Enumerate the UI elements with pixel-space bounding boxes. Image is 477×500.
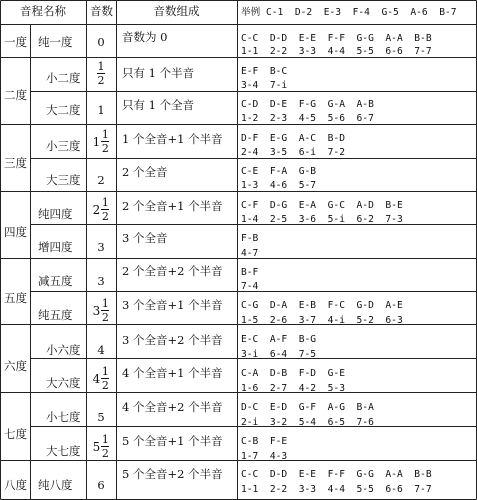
fraction-denominator: 2: [101, 210, 109, 223]
interval-composition: 5 个全音+2 个半音: [122, 467, 223, 481]
interval-name: 纯八度: [38, 478, 73, 492]
example-letters: C-E F-A G-B: [241, 166, 317, 177]
example-numbers: 1-3 4-6 5-7: [241, 180, 317, 191]
semitone-count: 6: [97, 478, 105, 492]
interval-composition: 2 个全音: [122, 165, 168, 179]
semitone-count: 2: [97, 173, 105, 187]
whole-number: 3: [92, 303, 101, 318]
semitone-count: 3: [97, 274, 105, 288]
example-numbers: 7-4: [241, 281, 259, 292]
fraction-denominator: 2: [101, 142, 109, 155]
fraction-denominator: 2: [97, 74, 105, 87]
header-interval-name: 音程名称: [20, 4, 66, 18]
fraction-numerator: 1: [101, 365, 109, 378]
interval-composition: 3 个全音+2 个半音: [122, 333, 223, 347]
fraction-numerator: 1: [101, 196, 109, 209]
group-octave: 八度: [4, 478, 27, 492]
example-letters: D-C E-D G-F A-G B-A: [241, 402, 374, 413]
interval-name: 纯一度: [38, 35, 73, 49]
interval-composition: 5 个全音+1 个半音: [122, 434, 223, 448]
interval-composition: 3 个全音+1 个半音: [122, 298, 223, 312]
example-letters: C-D D-E F-G G-A A-B: [241, 99, 374, 110]
interval-name: 纯五度: [38, 308, 73, 322]
example-numbers: 1-2 2-3 4-5 5-6 6-7: [241, 113, 374, 124]
semitone-count: 5: [97, 410, 105, 424]
semitone-count: [86, 59, 116, 88]
example-numbers: 2-i 3-2 5-4 6-5 7-6: [241, 417, 374, 428]
fraction-numerator: 1: [101, 433, 109, 446]
semitone-count: 0: [97, 35, 105, 49]
example-numbers: 1-1 2-2 3-3 4-4 5-5 6-6 7-7: [241, 484, 432, 495]
example-numbers: 1-7 4-3: [241, 451, 288, 462]
semitone-count: [86, 127, 116, 156]
semitone-count: [86, 432, 116, 461]
fraction-numerator: 1: [97, 60, 105, 73]
interval-composition: 1 个全音+1 个半音: [122, 132, 223, 146]
interval-composition: 2 个全音+2 个半音: [122, 264, 223, 278]
example-letters: F-B: [241, 233, 259, 244]
fraction-denominator: 2: [101, 447, 109, 460]
interval-name: 大二度: [46, 103, 81, 117]
interval-name: 大六度: [46, 376, 81, 390]
group-seventh: 七度: [4, 427, 27, 441]
group-fifth: 五度: [4, 291, 27, 305]
header-examples: 举例 C-1 D-2 E-3 F-4 G-5 A-6 B-7: [241, 7, 457, 18]
semitone-count: 4: [97, 343, 105, 357]
fraction: [101, 129, 109, 154]
interval-composition: 2 个全音+1 个半音: [122, 199, 223, 213]
group-third: 三度: [4, 156, 27, 170]
fraction-denominator: 2: [101, 311, 109, 324]
fraction-numerator: 1: [101, 128, 109, 141]
example-numbers: 1-4 2-5 3-6 5-i 6-2 7-3: [241, 214, 403, 225]
interval-composition: 只有 1 个全音: [122, 98, 195, 112]
interval-name: 增四度: [38, 240, 73, 254]
semitone-count: [86, 195, 116, 224]
fraction: [101, 434, 109, 459]
example-numbers: 3-4 7-i: [241, 80, 288, 91]
interval-name: 小二度: [46, 71, 81, 85]
example-numbers: 2-4 3-5 6-i 7-2: [241, 147, 345, 158]
example-letters: B-F: [241, 267, 259, 278]
header-composition: 音数组成: [153, 4, 200, 18]
fraction: [101, 366, 109, 391]
fraction: [97, 61, 105, 86]
interval-name: 小三度: [46, 139, 81, 153]
semitone-count: [86, 296, 116, 325]
interval-name: 小六度: [46, 343, 81, 357]
interval-composition: 4 个全音+2 个半音: [122, 400, 223, 414]
example-numbers: 4-7: [241, 248, 259, 259]
semitone-count: [86, 364, 116, 393]
example-numbers: 1-6 2-7 4-2 5-3: [241, 383, 345, 394]
example-letters: C-F D-G E-A G-C A-D B-E: [241, 200, 403, 211]
example-letters: D-F E-G A-C B-D: [241, 133, 345, 144]
interval-name: 减五度: [38, 274, 73, 288]
interval-composition: 4 个全音+1 个半音: [122, 366, 223, 380]
interval-name: 大七度: [46, 444, 81, 458]
group-sixth: 六度: [4, 359, 27, 373]
interval-name: 大三度: [46, 173, 81, 187]
group-second: 二度: [4, 88, 27, 102]
whole-number: 1: [92, 134, 101, 149]
semitone-count: 1: [97, 103, 105, 117]
example-letters: E-C A-F B-G: [241, 334, 317, 345]
interval-composition: 3 个全音: [122, 231, 168, 245]
interval-name: 小七度: [46, 410, 81, 424]
whole-number: 4: [92, 371, 101, 386]
group-unison: 一度: [4, 35, 27, 49]
example-numbers: 1-1 2-2 3-3 4-4 5-5 6-6 7-7: [241, 46, 432, 57]
fraction: [101, 197, 109, 222]
fraction: [101, 298, 109, 323]
whole-number: 5: [92, 439, 101, 454]
whole-number: 2: [92, 202, 101, 217]
interval-composition: 音数为 0: [122, 30, 168, 44]
interval-name: 纯四度: [38, 207, 73, 221]
example-numbers: 1-5 2-6 3-7 4-i 5-2 6-3: [241, 315, 403, 326]
example-letters: C-B F-E: [241, 436, 288, 447]
example-letters: C-C D-D E-E F-F G-G A-A B-B: [241, 469, 432, 480]
group-fourth: 四度: [4, 225, 27, 239]
fraction-denominator: 2: [101, 379, 109, 392]
example-letters: C-C D-D E-E F-F G-G A-A B-B: [241, 33, 432, 44]
fraction-numerator: 1: [101, 297, 109, 310]
interval-composition: 只有 1 个半音: [122, 66, 195, 80]
header-semitones: 音数: [90, 4, 113, 18]
example-letters: E-F B-C: [241, 66, 288, 77]
example-letters: C-A D-B F-D G-E: [241, 368, 345, 379]
example-numbers: 3-i 6-4 7-5: [241, 349, 317, 360]
example-letters: C-G D-A E-B F-C G-D A-E: [241, 300, 403, 311]
semitone-count: 3: [97, 240, 105, 254]
